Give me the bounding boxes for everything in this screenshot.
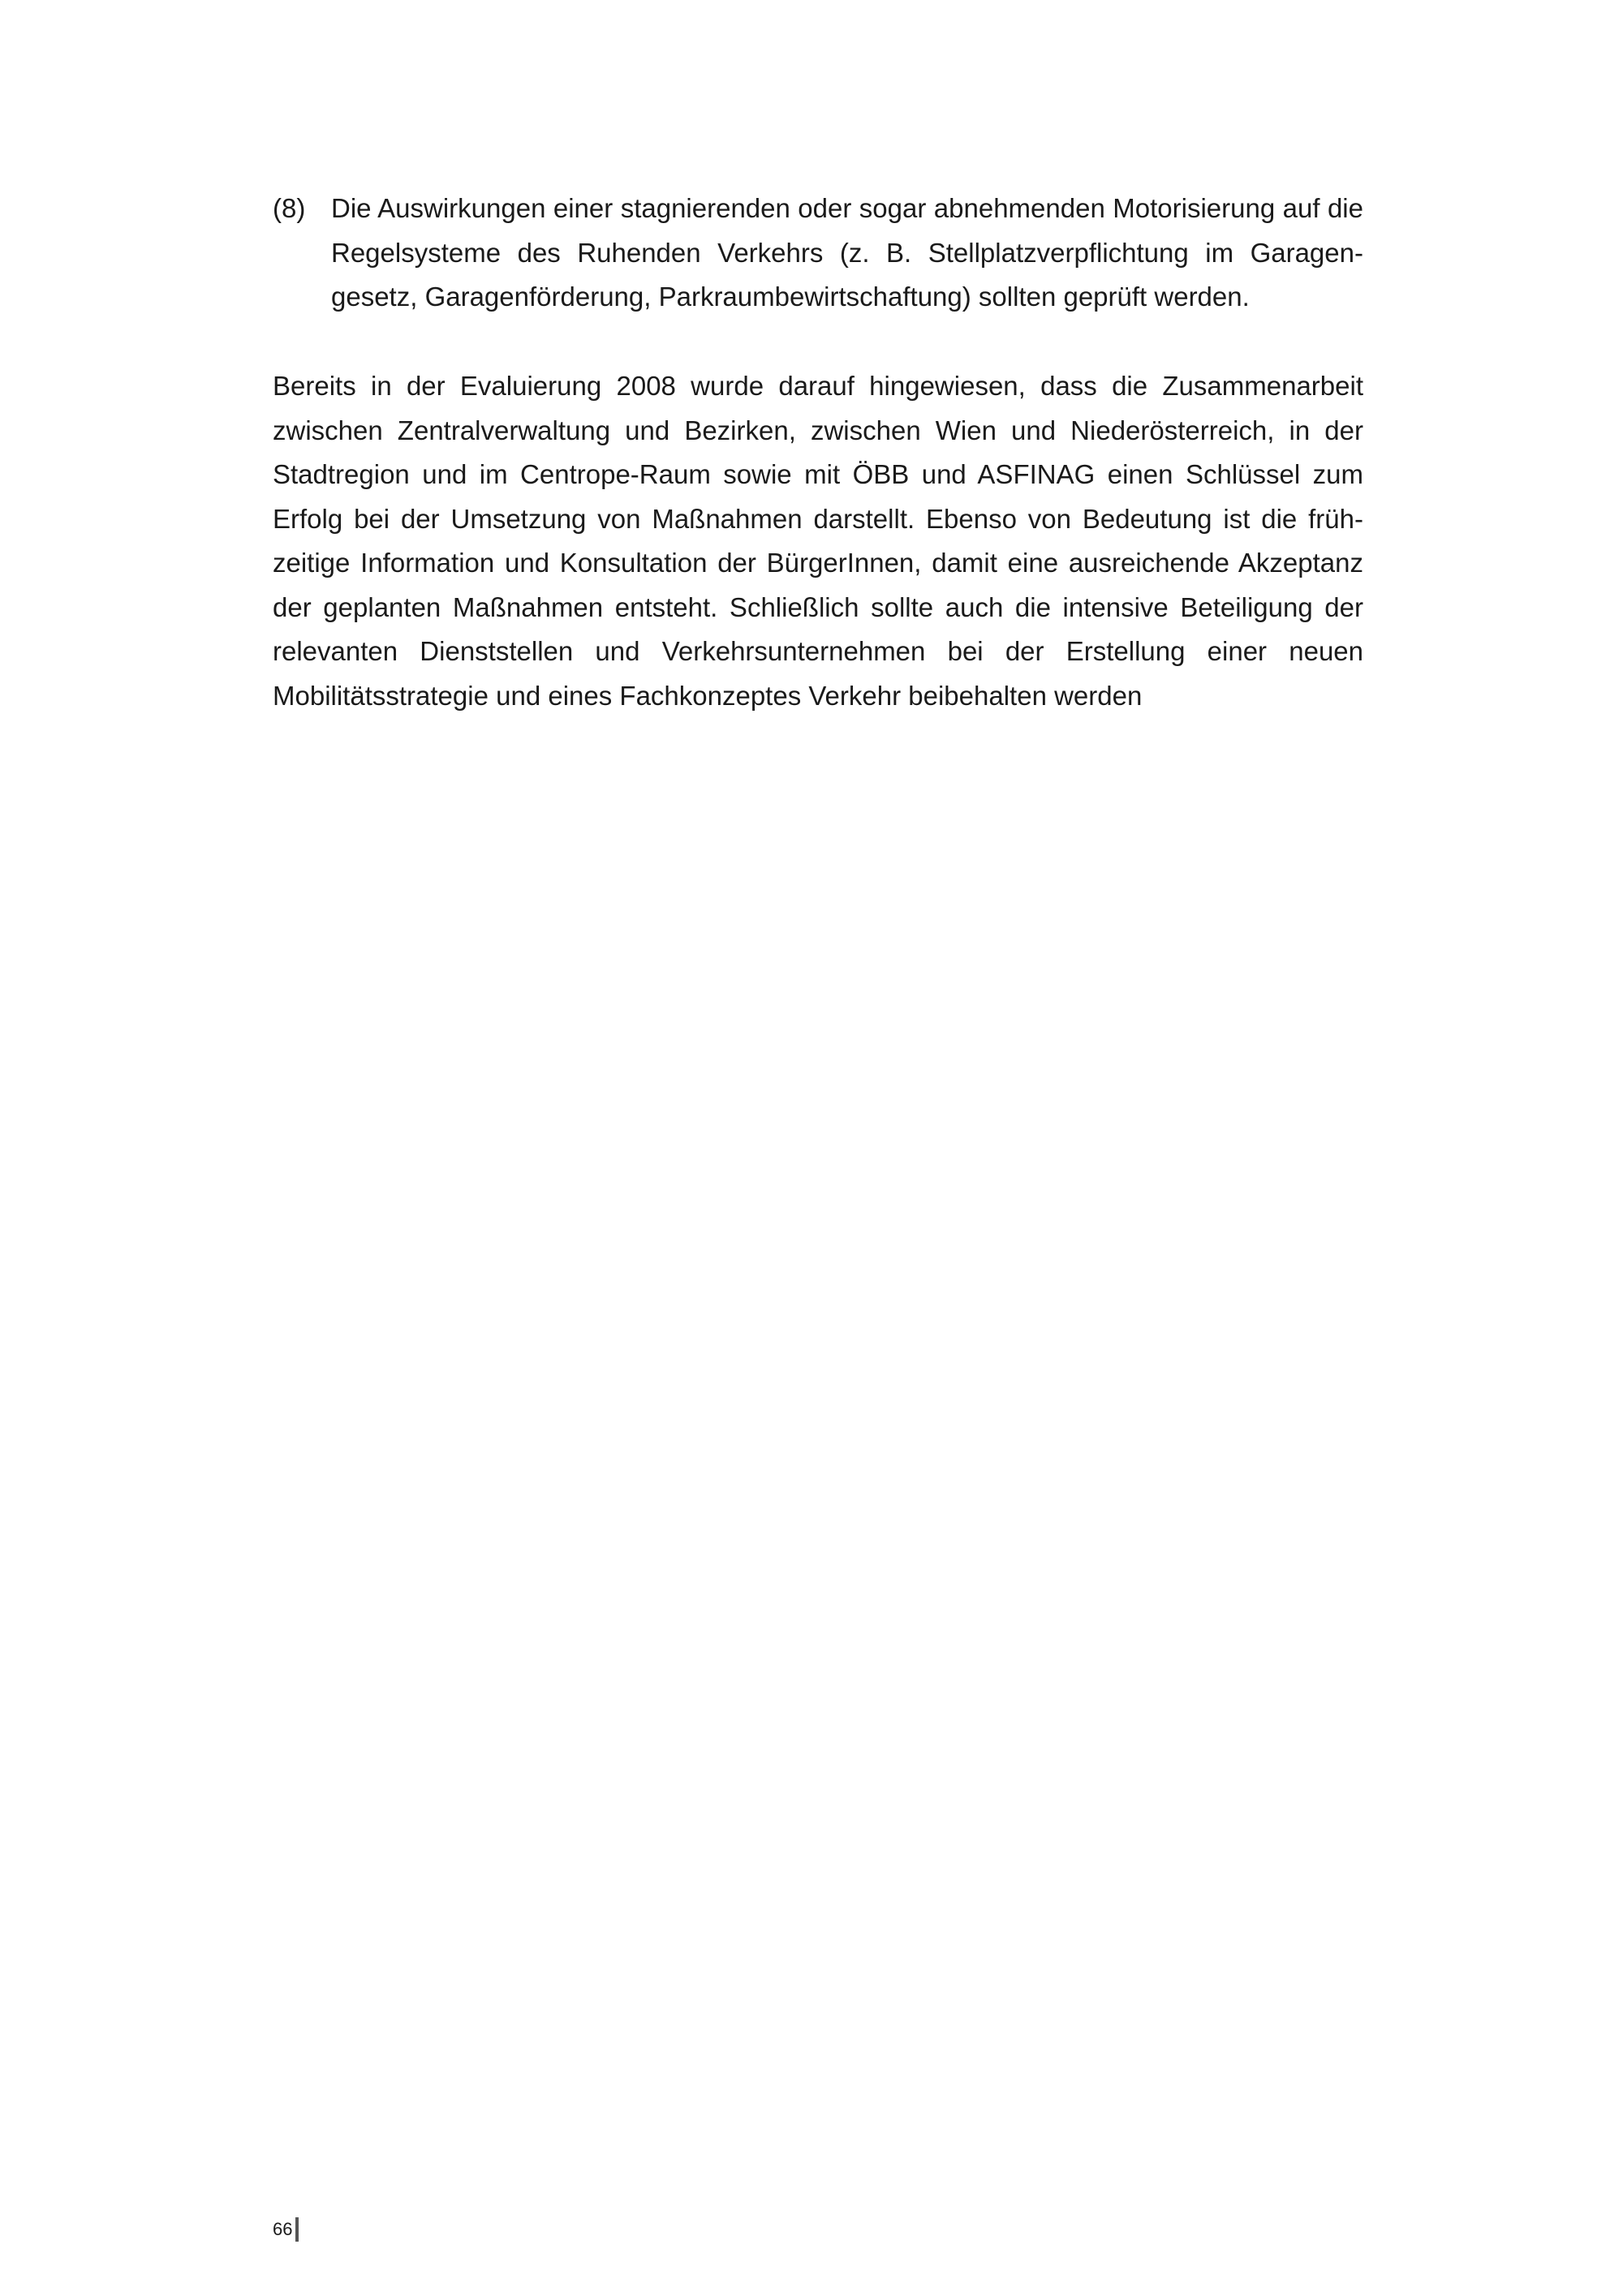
- page-number: 66: [273, 2219, 293, 2239]
- body-paragraph: Bereits in der Evaluierung 2008 wurde darauf hingewiesen, dass die Zusammenarbeit zwischen Zentralverwaltung und Bezirken, zwischen Wien und Niederösterreich, in der Stadtregion und im Centrope-Raum sowie mit ÖBB und ASFINAG einen Schlüssel zum Erfolg bei der Umsetzung von Maßnahmen darstellt. Ebenso von Bedeutung ist die frühzeitige Information und Konsultation der BürgerInnen, damit eine ausreichende Akzeptanz der geplanten Maßnahmen entsteht. Schließlich sollte auch die intensive Beteiligung der relevanten Dienststellen und Verkehrsunternehmen bei der Erstellung einer neuen Mobilitätsstrategie und eines Fachkonzeptes Verkehr beibehalten werden: [273, 371, 1363, 711]
- page-number-bar: [295, 2217, 299, 2242]
- numbered-item-8: [273, 187, 1363, 320]
- item-number: (8): [273, 193, 306, 223]
- item-text: Die Auswirkungen einer stagnierenden oder sogar abnehmenden Motorisierung auf die Regelsysteme des Ruhenden Verkehrs (z. B. Stellplatzverpflichtung im Garagengesetz, Garagenförderung, Parkraumbewirtschaftung) sollten geprüft werden.: [331, 193, 1363, 312]
- page-footer: [273, 2217, 299, 2242]
